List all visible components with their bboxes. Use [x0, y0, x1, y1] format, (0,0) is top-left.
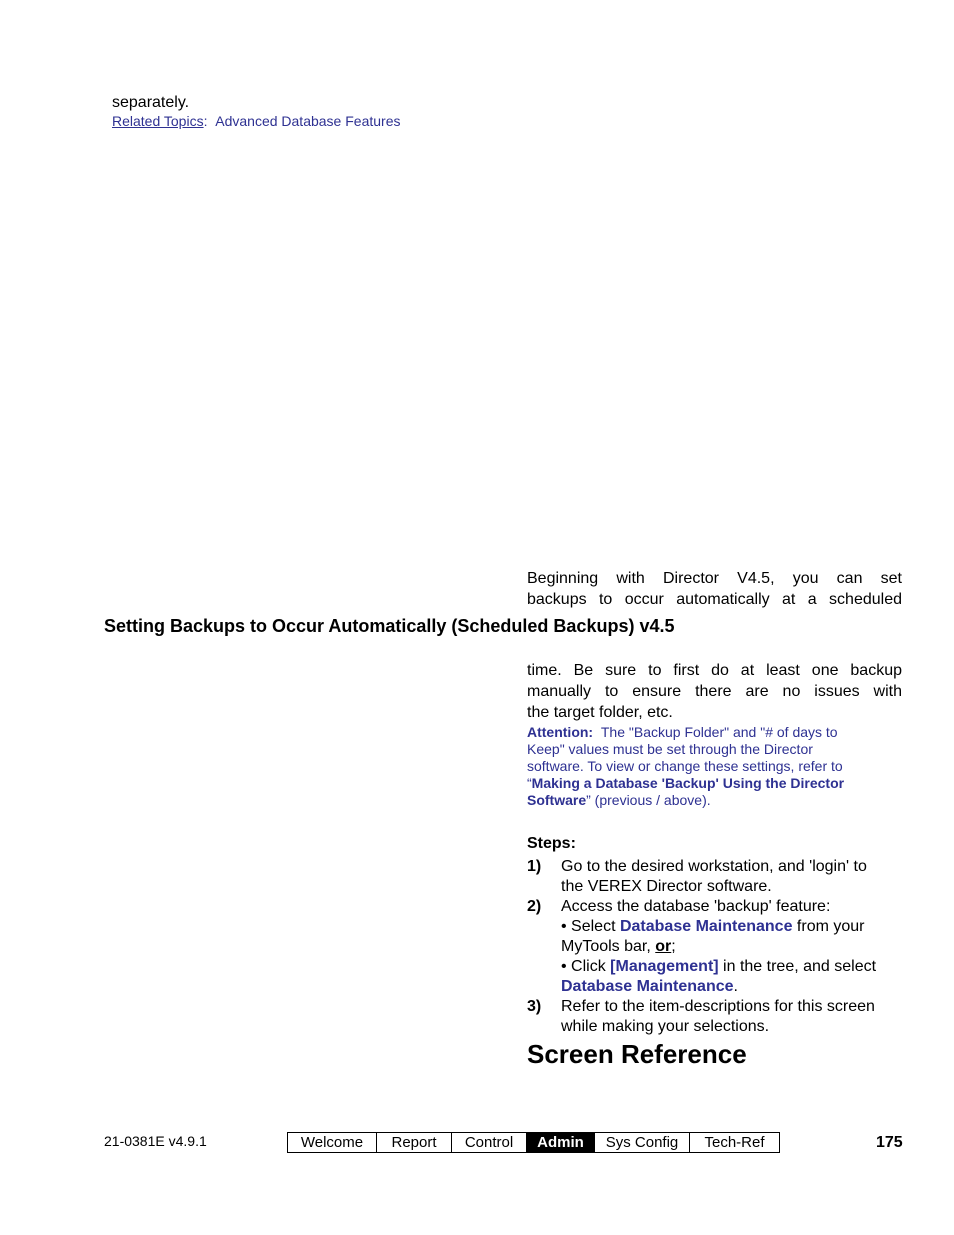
page-number: 175: [876, 1134, 903, 1151]
nav-tab-tech-ref[interactable]: Tech-Ref: [704, 1134, 765, 1151]
nav-tab-report[interactable]: Report: [377, 1133, 452, 1152]
step-1-line-2: the VEREX Director software.: [561, 878, 772, 895]
bullet-2-line-2-post: .: [733, 978, 738, 995]
step-2-bullet-2: [561, 957, 903, 977]
intro-line-3: time. Be sure to first do at least one backup: [527, 662, 902, 679]
footer-nav: [287, 1132, 780, 1153]
attention-note: [527, 724, 903, 809]
bullet-2-pre: • Click: [561, 958, 611, 975]
nav-tab-sys-config[interactable]: Sys Config: [595, 1133, 690, 1152]
intro-line-1: Beginning with Director V4.5, you can set: [527, 570, 902, 587]
bullet-1-pre: • Select: [561, 918, 620, 935]
step-2-bullet-1-line-2: [561, 937, 903, 957]
step-1-number: 1): [527, 858, 542, 875]
management-link[interactable]: [Management]: [610, 958, 719, 975]
intro-line-2: backups to occur automatically at a scheduled: [527, 591, 902, 608]
bullet-2-post: in the tree, and select: [718, 958, 877, 975]
quote-open: “: [527, 775, 532, 791]
database-maintenance-link-2[interactable]: Database Maintenance: [561, 978, 734, 995]
related-topics-link[interactable]: Related Topics: [112, 113, 204, 129]
database-maintenance-link[interactable]: Database Maintenance: [619, 918, 793, 935]
steps-title: Steps:: [527, 835, 576, 852]
step-2-line-1: Access the database 'backup' feature:: [561, 898, 831, 915]
bullet-1-semicolon: ;: [671, 938, 676, 955]
step-2-number: 2): [527, 898, 542, 915]
step-3-number: 3): [527, 998, 542, 1015]
step-2-bullet-2-line-2: [561, 977, 903, 997]
intro-line-4: manually to ensure there are no issues with: [527, 683, 902, 700]
attention-text-3: software. To view or change these settings, refer to: [527, 758, 843, 774]
ref-link-part-a[interactable]: Making a Database 'Backup' Using the Director: [531, 775, 845, 791]
step-3-line-2: while making your selections.: [561, 1018, 770, 1035]
continuation-text: separately.: [112, 94, 190, 111]
step-3: [527, 997, 903, 1037]
advanced-database-features-link[interactable]: Advanced Database Features: [215, 113, 401, 129]
bullet-1-post: from your: [792, 918, 865, 935]
step-2-bullet-1: [561, 917, 903, 937]
step-3-line-1: Refer to the item-descriptions for this screen: [561, 998, 875, 1015]
ref-link-part-b[interactable]: Software: [527, 792, 587, 808]
attention-text-1: The "Backup Folder" and "# of days to: [600, 724, 838, 740]
step-1-line-1: Go to the desired workstation, and 'login' to: [561, 858, 867, 875]
nav-tab-welcome[interactable]: Welcome: [288, 1133, 377, 1152]
quote-close-suffix: ” (previous / above).: [586, 792, 711, 808]
related-sep: :: [203, 113, 208, 129]
screen-reference-heading: Screen Reference: [527, 1039, 747, 1069]
document-id: 21-0381E v4.9.1: [104, 1133, 207, 1149]
section-heading: Setting Backups to Occur Automatically (Scheduled Backups) v4.5: [104, 616, 675, 636]
nav-tab-admin[interactable]: Admin: [527, 1133, 595, 1152]
attention-text-2: Keep" values must be set through the Director: [527, 741, 813, 757]
attention-label: Attention:: [527, 724, 594, 740]
related-topics-line: [112, 112, 400, 130]
nav-tab-control[interactable]: Control: [452, 1133, 527, 1152]
or-word: or: [655, 938, 672, 955]
step-2: [527, 897, 903, 997]
bullet-1-line-2-pre: MyTools bar,: [561, 938, 656, 955]
step-1: [527, 857, 903, 897]
intro-line-5: the target folder, etc.: [527, 704, 673, 721]
